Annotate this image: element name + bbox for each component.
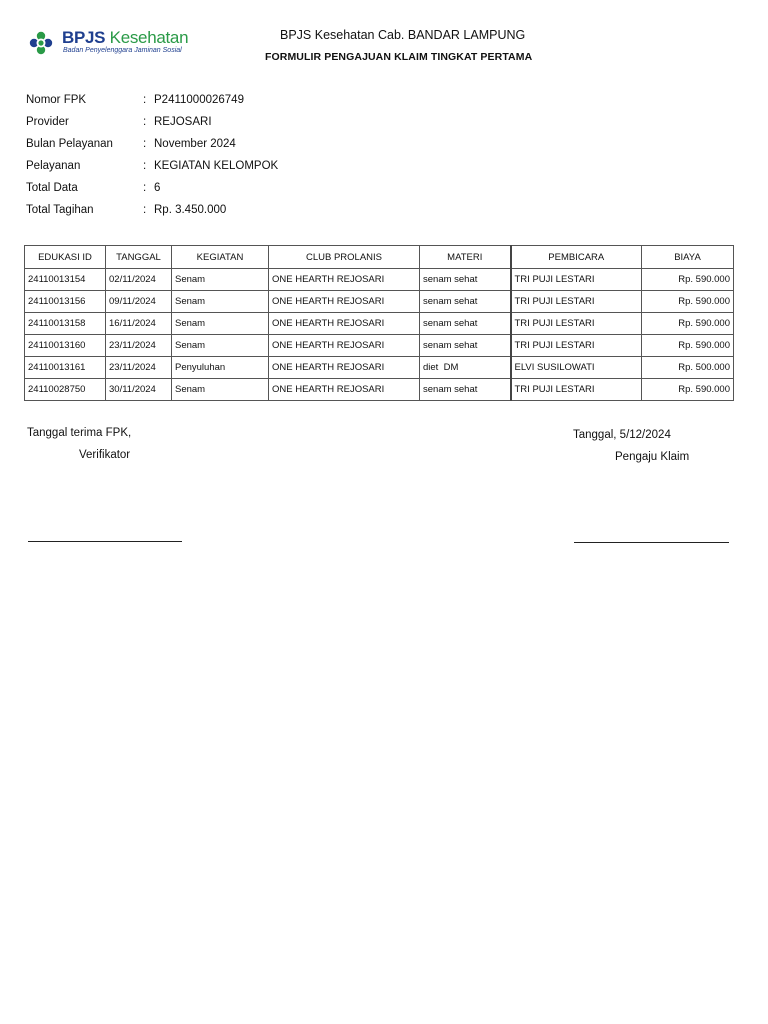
cell-tanggal: 30/11/2024 [106, 379, 172, 401]
info-colon: : [143, 204, 147, 216]
cell-pembicara: TRI PUJI LESTARI [511, 291, 642, 313]
cell-biaya: Rp. 590.000 [642, 379, 734, 401]
cell-edukasi-id: 24110013154 [25, 269, 106, 291]
column-header-biaya: BIAYA [642, 246, 734, 269]
cell-biaya: Rp. 590.000 [642, 291, 734, 313]
cell-pembicara: TRI PUJI LESTARI [511, 313, 642, 335]
cell-club-prolanis: ONE HEARTH REJOSARI [269, 269, 420, 291]
cell-club-prolanis: ONE HEARTH REJOSARI [269, 291, 420, 313]
info-label: Provider [26, 116, 69, 128]
received-date-label: Tanggal terima FPK, [27, 427, 132, 439]
cell-pembicara: TRI PUJI LESTARI [511, 335, 642, 357]
info-colon: : [143, 94, 147, 106]
cell-tanggal: 16/11/2024 [106, 313, 172, 335]
column-header-edukasi-id: EDUKASI ID [25, 246, 106, 269]
info-colon: : [143, 160, 147, 172]
info-value: REJOSARI [154, 116, 212, 128]
logo-tagline: Badan Penyelenggara Jaminan Sosial [63, 47, 182, 54]
verifier-label: Verifikator [79, 449, 131, 461]
logo-wordmark: BPJS Kesehatan [62, 28, 189, 47]
cell-club-prolanis: ONE HEARTH REJOSARI [269, 335, 420, 357]
cell-tanggal: 09/11/2024 [106, 291, 172, 313]
column-header-materi: MATERI [420, 246, 511, 269]
claimant-signature-line [574, 542, 729, 543]
submission-date-label: Tanggal, 5/12/2024 [573, 429, 671, 441]
cell-edukasi-id: 24110013158 [25, 313, 106, 335]
claims-table [24, 245, 734, 401]
info-value: 6 [154, 182, 161, 194]
cell-tanggal: 23/11/2024 [106, 357, 172, 379]
info-colon: : [143, 138, 147, 150]
cell-biaya: Rp. 590.000 [642, 269, 734, 291]
info-value: November 2024 [154, 138, 236, 150]
cell-biaya: Rp. 500.000 [642, 357, 734, 379]
column-header-kegiatan: KEGIATAN [172, 246, 269, 269]
cell-edukasi-id: 24110013160 [25, 335, 106, 357]
form-title: FORMULIR PENGAJUAN KLAIM TINGKAT PERTAMA [265, 51, 533, 63]
cell-kegiatan: Penyuluhan [172, 357, 269, 379]
column-header-club-prolanis: CLUB PROLANIS [269, 246, 420, 269]
cell-materi: senam sehat [420, 269, 511, 291]
bpjs-flower-icon [28, 30, 54, 56]
cell-materi: senam sehat [420, 335, 511, 357]
info-value: KEGIATAN KELOMPOK [154, 160, 279, 172]
table-row [25, 335, 734, 357]
cell-club-prolanis: ONE HEARTH REJOSARI [269, 357, 420, 379]
cell-materi: senam sehat [420, 291, 511, 313]
cell-materi: diet DM [420, 357, 511, 379]
info-colon: : [143, 182, 147, 194]
info-label: Total Tagihan [26, 204, 94, 216]
cell-pembicara: TRI PUJI LESTARI [511, 379, 642, 401]
cell-tanggal: 23/11/2024 [106, 335, 172, 357]
table-row [25, 357, 734, 379]
cell-club-prolanis: ONE HEARTH REJOSARI [269, 313, 420, 335]
cell-tanggal: 02/11/2024 [106, 269, 172, 291]
info-label: Pelayanan [26, 160, 81, 172]
cell-biaya: Rp. 590.000 [642, 335, 734, 357]
cell-kegiatan: Senam [172, 379, 269, 401]
table-row [25, 379, 734, 401]
info-label: Total Data [26, 182, 78, 194]
table-header-row [25, 246, 734, 269]
cell-club-prolanis: ONE HEARTH REJOSARI [269, 379, 420, 401]
info-colon: : [143, 116, 147, 128]
cell-materi: senam sehat [420, 379, 511, 401]
cell-kegiatan: Senam [172, 269, 269, 291]
info-value: P2411000026749 [154, 94, 244, 106]
page-title: BPJS Kesehatan Cab. BANDAR LAMPUNG [280, 28, 526, 42]
table-row [25, 313, 734, 335]
info-value: Rp. 3.450.000 [154, 204, 227, 216]
bpjs-logo [28, 28, 188, 58]
column-header-tanggal: TANGGAL [106, 246, 172, 269]
cell-biaya: Rp. 590.000 [642, 313, 734, 335]
table-row [25, 291, 734, 313]
verifier-signature-line [28, 541, 182, 542]
cell-kegiatan: Senam [172, 335, 269, 357]
table-row [25, 269, 734, 291]
cell-kegiatan: Senam [172, 313, 269, 335]
cell-edukasi-id: 24110028750 [25, 379, 106, 401]
cell-pembicara: TRI PUJI LESTARI [511, 269, 642, 291]
column-header-pembicara: PEMBICARA [511, 246, 642, 269]
cell-kegiatan: Senam [172, 291, 269, 313]
cell-pembicara: ELVI SUSILOWATI [511, 357, 642, 379]
info-label: Nomor FPK [26, 94, 87, 106]
claimant-label: Pengaju Klaim [615, 451, 690, 463]
cell-edukasi-id: 24110013161 [25, 357, 106, 379]
info-label: Bulan Pelayanan [26, 138, 113, 150]
cell-materi: senam sehat [420, 313, 511, 335]
cell-edukasi-id: 24110013156 [25, 291, 106, 313]
